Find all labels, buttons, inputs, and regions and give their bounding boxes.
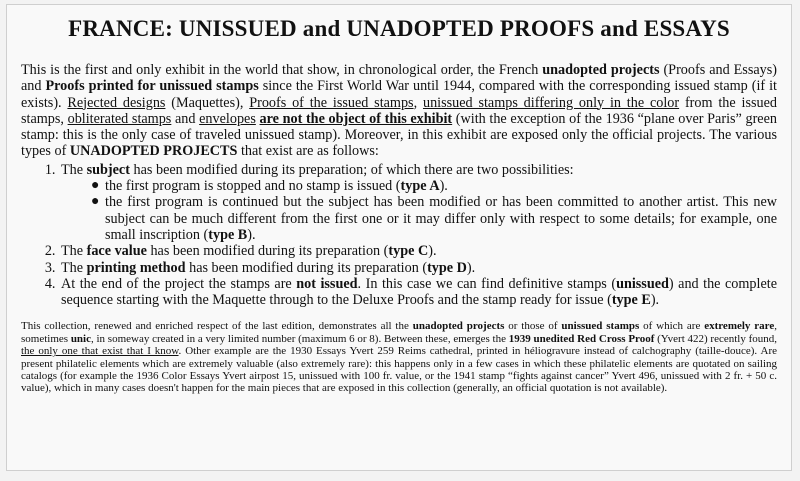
intro-underlined: Proofs of the issued stamps <box>249 94 414 111</box>
note-text: , in someway created in a very limited number (maximum 6 or 8). Between these, emerges the <box>91 332 509 345</box>
item-bold: face value <box>86 243 147 260</box>
intro-text: that exist are as follows: <box>237 143 379 160</box>
page-title: FRANCE: UNISSUED and UNADOPTED PROOFS and ESSAYS <box>68 16 730 41</box>
sub-list <box>61 178 777 243</box>
note-text: This collection, renewed and enriched respect of the last edition, demonstrates all the <box>21 320 413 333</box>
note-underlined: the only one that exist that I know <box>21 345 179 358</box>
bullet-icon: ● <box>91 178 100 194</box>
note-bold: unic <box>70 332 91 345</box>
item-bold: not issued <box>296 275 358 292</box>
intro-text: (with the exception of the 1936 “plane over Paris” green stamp: this is the only case of traveled unissued stamp). Moreover, in this exhibit are exposed only the official projects. The various types of <box>21 110 777 160</box>
intro-bold-underlined: are not the object of this exhibit <box>259 110 453 127</box>
sub-item-type-b <box>91 194 777 243</box>
item-bold: subject <box>86 161 130 178</box>
item-bold: type B <box>208 226 248 243</box>
note-text: or those of <box>504 320 562 333</box>
bullet-icon: ● <box>91 194 100 210</box>
list-item-subject <box>59 162 777 243</box>
item-text: . In this case we can find definitive stamps ( <box>357 275 617 292</box>
intro-paragraph <box>21 62 777 160</box>
intro-text: (Proofs and Essays) and <box>21 62 777 95</box>
intro-bold: Proofs printed for unissued stamps <box>45 78 259 95</box>
item-text: has been modified during its preparation ( <box>146 243 389 260</box>
note-text: (Yvert 422) recently found, <box>654 332 778 345</box>
collection-note <box>21 320 777 394</box>
item-bold: unissued <box>616 275 669 292</box>
item-text: The <box>61 161 87 178</box>
item-text: the first program is continued but the subject has been modified or has been committed to another artist. This new subject can be much different from the first one or it may differ only with respect to some details; for example, one small inscription ( <box>105 194 777 243</box>
types-list <box>21 162 777 309</box>
item-text: The <box>61 259 87 276</box>
intro-bold: unadopted projects <box>542 62 660 78</box>
list-item-not-issued <box>59 276 777 309</box>
intro-text: since the First World War until 1944, compared with the corresponding issued stamp (if it exists). <box>21 78 777 111</box>
intro-text: , <box>413 94 423 111</box>
item-text: has been modified during its preparation; of which there are two possibilities: <box>129 161 574 178</box>
list-item-face-value <box>59 243 777 259</box>
list-item-printing-method <box>59 260 777 276</box>
intro-underlined: Rejected designs <box>67 94 166 111</box>
item-bold: type E <box>611 292 651 309</box>
note-bold: 1939 unedited Red Cross Proof <box>508 332 655 345</box>
item-bold: printing method <box>86 259 186 276</box>
note-text: . Other example are the 1930 Essays Yvert 259 Reims cathedral, printed in héliogravure instead of calchography (taille-douce). Are present philatelic elements which are extremely valuable (also extremely rare): this happens only in a few cases in which these philatelic elements are quotated on sailing catalogs (for example the 1936 Color Essays Yvert airpost 15, unissued with 100 fr. value, or the 1941 stamp “fights against cancer” Yvert 496, unissued with 2 fr. + 50 c. value), which in many cases doesn't happen for the main pieces that are exposed in this collection (generally, an official quotation is not available). <box>21 345 777 395</box>
intro-underlined: envelopes <box>199 110 256 127</box>
item-bold: type C <box>388 243 429 260</box>
intro-bold: UNADOPTED PROJECTS <box>69 143 238 160</box>
item-text: ). <box>466 259 476 276</box>
note-bold: extremely rare <box>704 320 775 333</box>
item-text: ). <box>439 178 448 195</box>
item-text: ) and the complete sequence starting with the Maquette through to the Deluxe Proofs and the stamp ready for issue ( <box>61 275 777 309</box>
item-text: At the end of the project the stamps are <box>61 275 297 292</box>
intro-text: and <box>171 110 200 127</box>
item-text: ). <box>650 292 660 309</box>
item-bold: type A <box>400 178 440 195</box>
item-bold: type D <box>427 259 467 276</box>
intro-underlined: obliterated stamps <box>67 110 172 127</box>
note-text: , sometimes <box>21 320 777 345</box>
item-text: the first program is stopped and no stamp is issued ( <box>105 178 401 195</box>
intro-text: This is the first and only exhibit in the world that show, in chronological order, the French <box>21 62 543 78</box>
exhibit-page <box>6 4 792 471</box>
note-bold: unissued stamps <box>561 320 640 333</box>
item-text: ). <box>247 226 256 243</box>
intro-text: from the issued stamps, <box>21 94 777 127</box>
item-text: The <box>61 243 87 260</box>
note-text: of which are <box>639 320 705 333</box>
item-text: has been modified during its preparation ( <box>185 259 428 276</box>
item-text: ). <box>428 243 437 260</box>
note-bold: unadopted projects <box>412 320 505 333</box>
intro-text: (Maquettes), <box>165 94 250 111</box>
intro-underlined: unissued stamps differing only in the color <box>422 94 680 111</box>
sub-item-type-a <box>91 178 777 194</box>
